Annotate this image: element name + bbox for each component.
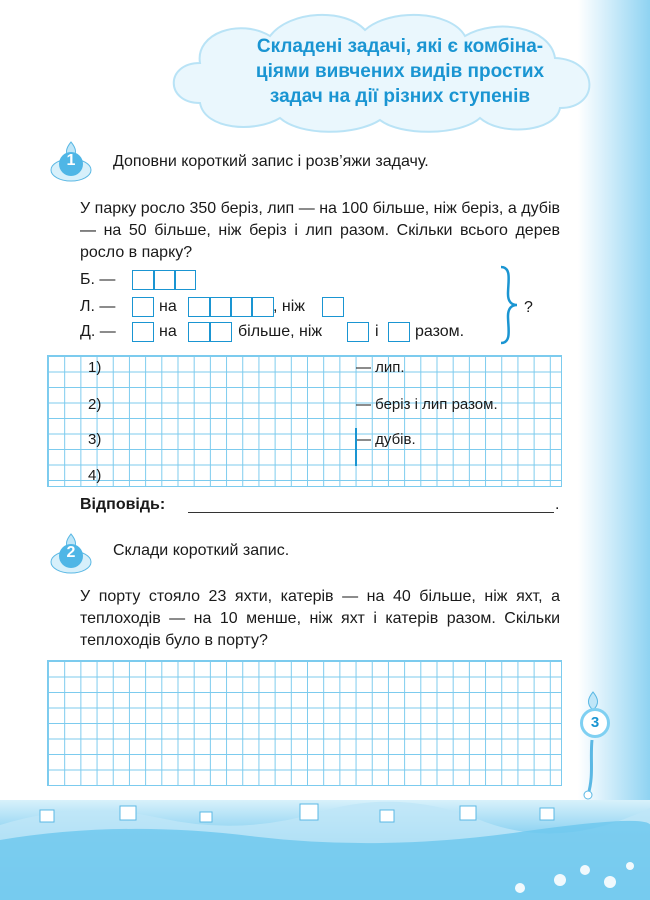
task-1-number: 1 — [66, 152, 76, 169]
step-2-text: — беріз і лип разом. — [356, 396, 498, 413]
notes-l-box-3[interactable] — [322, 297, 344, 317]
town-landscape-illustration — [0, 770, 650, 900]
section-title: Складені задачі, які є комбіна- ціями вивчених видів простих задач на дії різних ступенів — [255, 36, 545, 107]
notes-d-bilshe: більше, ніж — [238, 323, 323, 340]
notes-d-box-1[interactable] — [132, 322, 154, 342]
notes-l-nizh: , ніж — [273, 298, 305, 315]
notes-l-na: на — [159, 298, 177, 315]
notes-d-box-3[interactable] — [347, 322, 369, 342]
notes-question-mark: ? — [524, 299, 533, 316]
notes-l-box-2[interactable] — [188, 297, 274, 317]
notes-d-box-4[interactable] — [388, 322, 410, 342]
page-number-flower-icon — [558, 690, 620, 800]
notes-l-box-1[interactable] — [132, 297, 154, 317]
step-3-cursor-mark — [355, 428, 357, 466]
step-3-text: — дубів. — [356, 431, 416, 448]
notes-d-na: на — [159, 323, 177, 340]
answer-input-line[interactable] — [188, 512, 554, 513]
step-4-number: 4) — [88, 467, 102, 484]
notes-d-box-2[interactable] — [188, 322, 232, 342]
notes-d-label: Д. — — [80, 323, 116, 340]
notes-b-label: Б. — — [80, 271, 116, 288]
task-2-problem-text: У порту стояло 23 яхти, катерів — на 40 більше, ніж яхт, а теплоходів — на 10 менше, ніж яхт і катерів разом. Скільки теплоходів було в порту? — [80, 588, 560, 649]
task-2-instruction: Склади короткий запис. — [113, 542, 290, 559]
notes-l-label: Л. — — [80, 298, 116, 315]
step-1-number: 1) — [88, 359, 102, 376]
solution-grid-2[interactable] — [47, 660, 562, 786]
task-1-problem-text: У парку росло 350 беріз, лип — на 100 більше, ніж беріз, а дубів — на 50 більше, ніж беріз і лип разом. Скільки всього дерев росло в парку? — [80, 200, 560, 261]
answer-label: Відповідь: — [80, 496, 166, 513]
step-1-text: — лип. — [356, 359, 405, 376]
notes-d-razom: разом. — [415, 323, 465, 340]
step-3-number: 3) — [88, 431, 102, 448]
notes-b-answer-box[interactable] — [132, 270, 196, 290]
curly-brace-icon — [498, 264, 520, 346]
page-number: 3 — [580, 708, 610, 738]
step-2-number: 2) — [88, 396, 102, 413]
task-2-number: 2 — [66, 544, 76, 561]
task-1-instruction: Доповни короткий запис і розв’яжи задачу. — [113, 153, 429, 170]
answer-period: . — [555, 496, 560, 513]
notes-d-i: і — [375, 323, 379, 340]
solution-grid-1[interactable] — [47, 355, 562, 487]
